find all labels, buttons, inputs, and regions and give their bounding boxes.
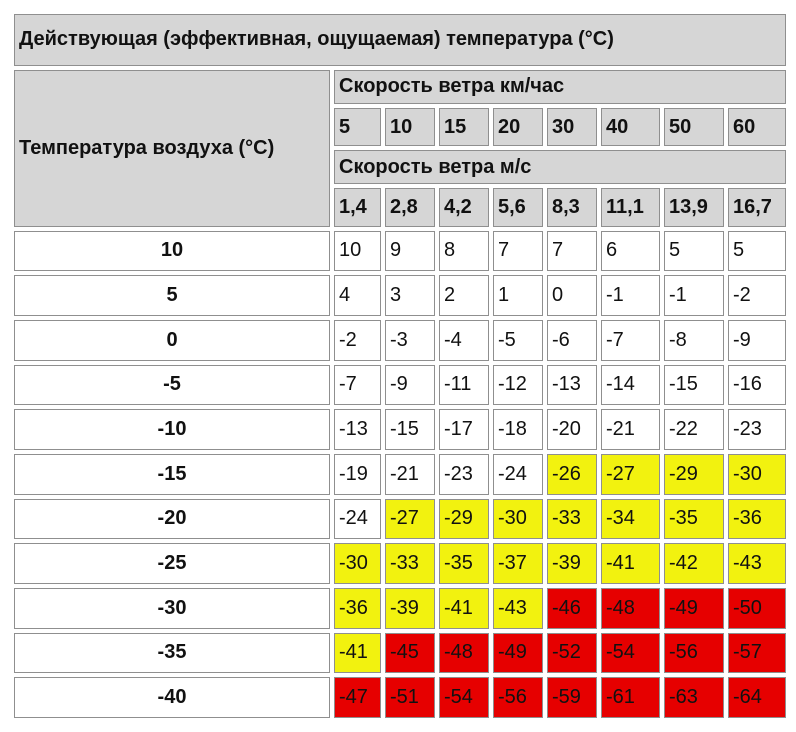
effective-temperature-cell: -8 <box>664 320 724 361</box>
table-row <box>14 320 786 361</box>
wind-kmh-value: 40 <box>601 108 660 146</box>
effective-temperature-cell: 1 <box>493 275 543 316</box>
wind-kmh-header: Скорость ветра км/час <box>334 70 786 104</box>
effective-temperature-cell: -35 <box>439 543 489 584</box>
effective-temperature-cell: -15 <box>385 409 435 450</box>
effective-temperature-cell: -29 <box>664 454 724 495</box>
effective-temperature-cell: -26 <box>547 454 597 495</box>
effective-temperature-cell: -23 <box>439 454 489 495</box>
effective-temperature-cell: -7 <box>601 320 660 361</box>
wind-ms-value: 16,7 <box>728 188 786 226</box>
effective-temperature-cell: -52 <box>547 633 597 674</box>
wind-kmh-value: 20 <box>493 108 543 146</box>
effective-temperature-cell: 7 <box>547 231 597 272</box>
effective-temperature-cell: -6 <box>547 320 597 361</box>
effective-temperature-cell: -14 <box>601 365 660 406</box>
effective-temperature-cell: -48 <box>601 588 660 629</box>
wind-ms-value: 5,6 <box>493 188 543 226</box>
air-temperature: -10 <box>14 409 330 450</box>
air-temp-header: Температура воздуха (°С) <box>14 70 330 227</box>
effective-temperature-cell: -13 <box>547 365 597 406</box>
air-temperature: 5 <box>14 275 330 316</box>
effective-temperature-cell: -46 <box>547 588 597 629</box>
wind-ms-value: 11,1 <box>601 188 660 226</box>
table-row <box>14 275 786 316</box>
effective-temperature-cell: -54 <box>439 677 489 718</box>
effective-temperature-cell: -41 <box>334 633 381 674</box>
effective-temperature-cell: -4 <box>439 320 489 361</box>
effective-temperature-cell: 7 <box>493 231 543 272</box>
effective-temperature-cell: -27 <box>601 454 660 495</box>
effective-temperature-cell: -9 <box>385 365 435 406</box>
effective-temperature-cell: 8 <box>439 231 489 272</box>
effective-temperature-cell: 2 <box>439 275 489 316</box>
table-row <box>14 454 786 495</box>
effective-temperature-cell: -18 <box>493 409 543 450</box>
effective-temperature-cell: -24 <box>334 499 381 540</box>
effective-temperature-cell: -39 <box>385 588 435 629</box>
effective-temperature-cell: -17 <box>439 409 489 450</box>
effective-temperature-cell: -48 <box>439 633 489 674</box>
table-row <box>14 409 786 450</box>
air-temperature: -15 <box>14 454 330 495</box>
table-row <box>14 499 786 540</box>
effective-temperature-cell: -36 <box>728 499 786 540</box>
effective-temperature-cell: -49 <box>493 633 543 674</box>
effective-temperature-cell: -29 <box>439 499 489 540</box>
table-row <box>14 231 786 272</box>
air-temperature: -35 <box>14 633 330 674</box>
effective-temperature-cell: -39 <box>547 543 597 584</box>
effective-temperature-cell: -23 <box>728 409 786 450</box>
effective-temperature-cell: -54 <box>601 633 660 674</box>
effective-temperature-cell: -42 <box>664 543 724 584</box>
table-row <box>14 365 786 406</box>
wind-chill-table <box>10 10 790 722</box>
effective-temperature-cell: -49 <box>664 588 724 629</box>
effective-temperature-cell: -64 <box>728 677 786 718</box>
wind-ms-header: Скорость ветра м/с <box>334 150 786 184</box>
effective-temperature-cell: 4 <box>334 275 381 316</box>
effective-temperature-cell: 0 <box>547 275 597 316</box>
effective-temperature-cell: 6 <box>601 231 660 272</box>
wind-ms-value: 4,2 <box>439 188 489 226</box>
effective-temperature-cell: -21 <box>601 409 660 450</box>
table-row <box>14 677 786 718</box>
effective-temperature-cell: 9 <box>385 231 435 272</box>
wind-kmh-value: 5 <box>334 108 381 146</box>
wind-ms-value: 2,8 <box>385 188 435 226</box>
effective-temperature-cell: -1 <box>664 275 724 316</box>
effective-temperature-cell: -30 <box>334 543 381 584</box>
effective-temperature-cell: -47 <box>334 677 381 718</box>
effective-temperature-cell: -57 <box>728 633 786 674</box>
effective-temperature-cell: -56 <box>664 633 724 674</box>
effective-temperature-cell: -45 <box>385 633 435 674</box>
effective-temperature-cell: 5 <box>664 231 724 272</box>
air-temperature: 10 <box>14 231 330 272</box>
effective-temperature-cell: -24 <box>493 454 543 495</box>
effective-temperature-cell: -59 <box>547 677 597 718</box>
effective-temperature-cell: 5 <box>728 231 786 272</box>
effective-temperature-cell: 10 <box>334 231 381 272</box>
effective-temperature-cell: -21 <box>385 454 435 495</box>
effective-temperature-cell: -9 <box>728 320 786 361</box>
effective-temperature-cell: -36 <box>334 588 381 629</box>
air-temperature: -40 <box>14 677 330 718</box>
wind-ms-value: 13,9 <box>664 188 724 226</box>
effective-temperature-cell: 3 <box>385 275 435 316</box>
wind-kmh-value: 30 <box>547 108 597 146</box>
effective-temperature-cell: -33 <box>385 543 435 584</box>
wind-kmh-value: 50 <box>664 108 724 146</box>
wind-kmh-value: 15 <box>439 108 489 146</box>
effective-temperature-cell: -56 <box>493 677 543 718</box>
effective-temperature-cell: -61 <box>601 677 660 718</box>
effective-temperature-cell: -2 <box>334 320 381 361</box>
table-row <box>14 633 786 674</box>
table-row <box>14 588 786 629</box>
effective-temperature-cell: -35 <box>664 499 724 540</box>
effective-temperature-cell: -37 <box>493 543 543 584</box>
effective-temperature-cell: -41 <box>601 543 660 584</box>
effective-temperature-cell: -7 <box>334 365 381 406</box>
effective-temperature-cell: -1 <box>601 275 660 316</box>
wind-ms-value: 8,3 <box>547 188 597 226</box>
effective-temperature-cell: -12 <box>493 365 543 406</box>
effective-temperature-cell: -34 <box>601 499 660 540</box>
table-row <box>14 543 786 584</box>
effective-temperature-cell: -30 <box>493 499 543 540</box>
effective-temperature-cell: -5 <box>493 320 543 361</box>
effective-temperature-cell: -43 <box>728 543 786 584</box>
effective-temperature-cell: -33 <box>547 499 597 540</box>
wind-ms-value: 1,4 <box>334 188 381 226</box>
effective-temperature-cell: -30 <box>728 454 786 495</box>
air-temperature: -20 <box>14 499 330 540</box>
effective-temperature-cell: -19 <box>334 454 381 495</box>
air-temperature: -25 <box>14 543 330 584</box>
table-title: Действующая (эффективная, ощущаемая) температура (°С) <box>14 14 786 66</box>
air-temperature: -30 <box>14 588 330 629</box>
effective-temperature-cell: -15 <box>664 365 724 406</box>
effective-temperature-cell: -16 <box>728 365 786 406</box>
air-temperature: -5 <box>14 365 330 406</box>
effective-temperature-cell: -51 <box>385 677 435 718</box>
effective-temperature-cell: -3 <box>385 320 435 361</box>
effective-temperature-cell: -27 <box>385 499 435 540</box>
effective-temperature-cell: -63 <box>664 677 724 718</box>
effective-temperature-cell: -22 <box>664 409 724 450</box>
effective-temperature-cell: -2 <box>728 275 786 316</box>
effective-temperature-cell: -43 <box>493 588 543 629</box>
wind-kmh-value: 10 <box>385 108 435 146</box>
effective-temperature-cell: -20 <box>547 409 597 450</box>
effective-temperature-cell: -41 <box>439 588 489 629</box>
effective-temperature-cell: -13 <box>334 409 381 450</box>
wind-kmh-value: 60 <box>728 108 786 146</box>
effective-temperature-cell: -11 <box>439 365 489 406</box>
effective-temperature-cell: -50 <box>728 588 786 629</box>
air-temperature: 0 <box>14 320 330 361</box>
